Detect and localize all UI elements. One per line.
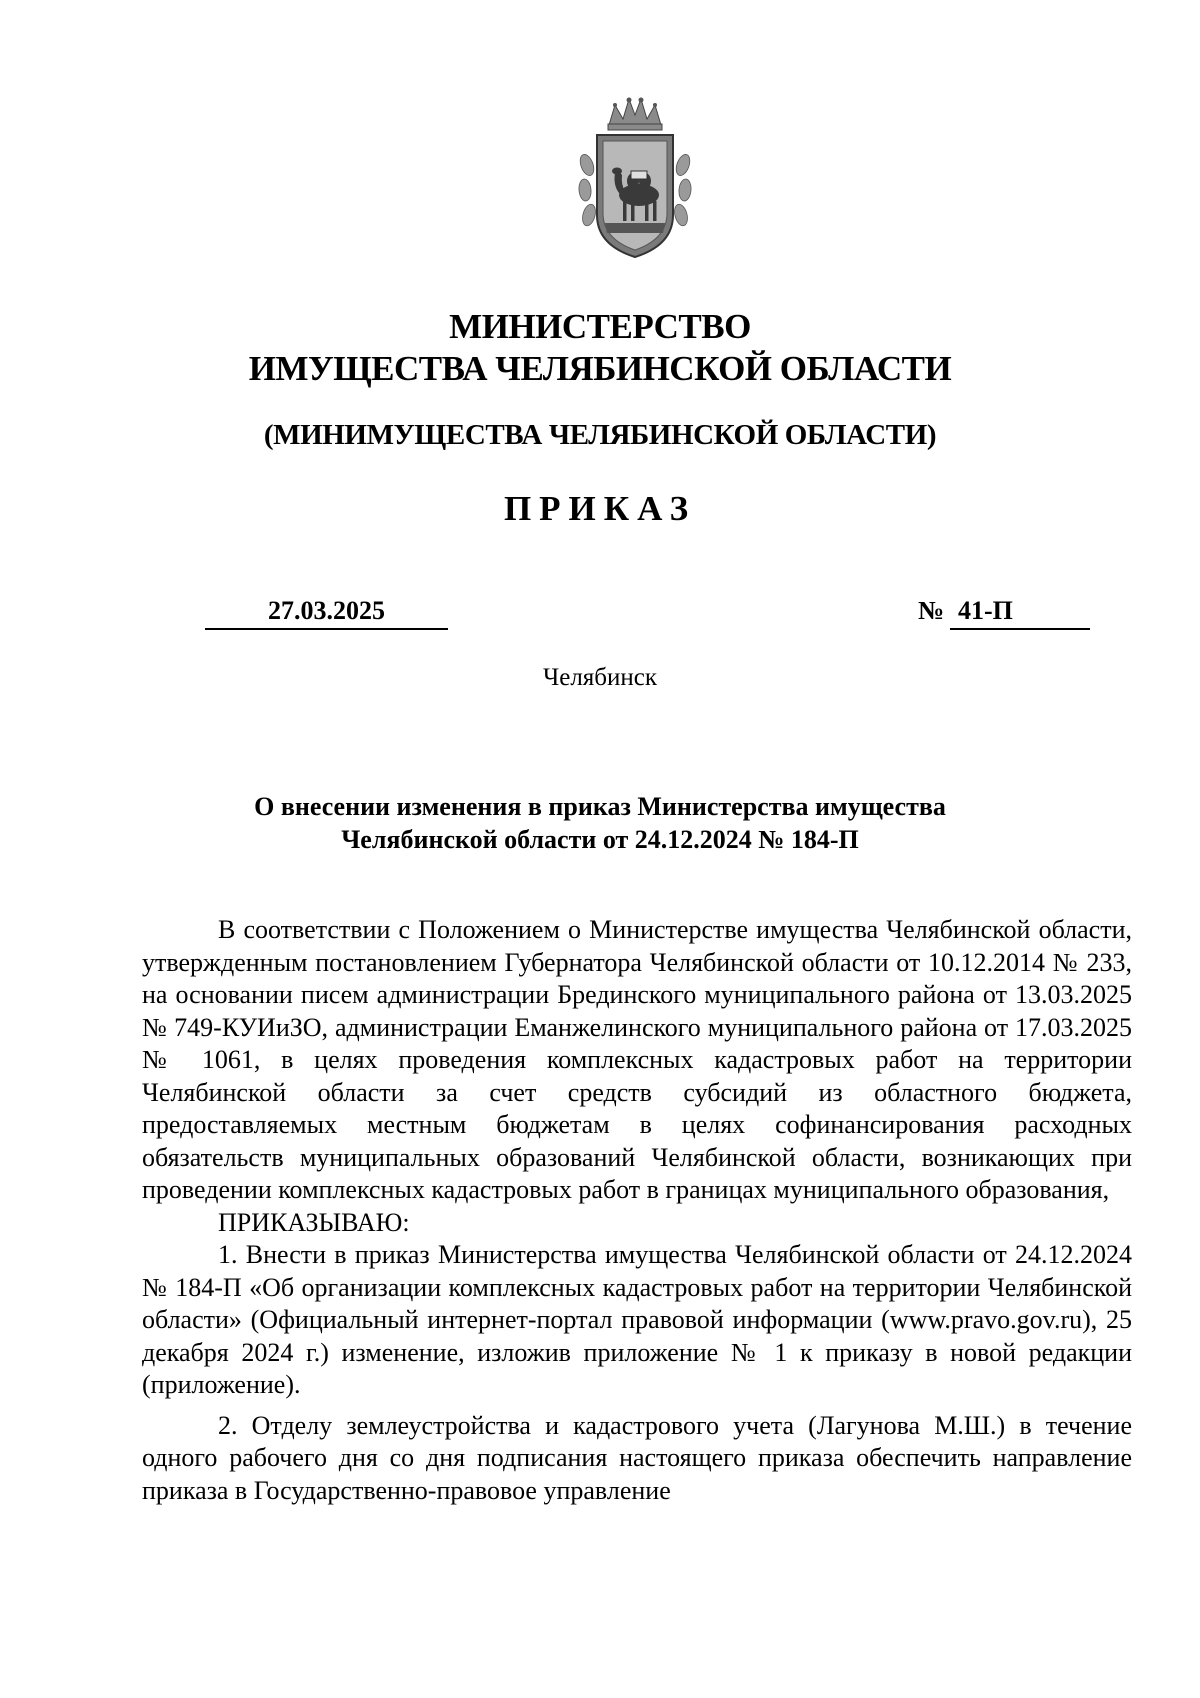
- order-item-1: 1. Внести в приказ Министерства имущества Челябинской области от 24.12.2024 № 184-П «Об организации комплексных кадастровых работ на территории Челябинской области» (Официальный интернет-портал правовой информации (www.pravo.gov.ru), 25 декабря 2024 г.) изменение, изложив приложение № 1 к приказу в новой редакции (приложение).: [142, 1240, 1132, 1399]
- preamble-paragraph: В соответствии с Положением о Министерстве имущества Челябинской области, утвержденным постановлением Губернатора Челябинской области от 10.12.2014 № 233, на основании писем администрации Брединского муниципального района от 13.03.2025 № 749-КУИиЗО, администрации Еманжелинского муниципального района от 17.03.2025 № 1061, в целях проведения комплексных кадастровых работ на территории Челябинской области за счет средств субсидий из областного бюджета, предоставляемых местным бюджетам в целях софинансирования расходных обязательств муниципальных образований Челябинской области, возникающих при проведении комплексных кадастровых работ в границах муниципального образования,: [142, 915, 1132, 1204]
- order-number: 41-П: [958, 596, 1013, 625]
- ministry-title-line1: МИНИСТЕРСТВО: [449, 307, 751, 346]
- order-subject-line2: Челябинской области от 24.12.2024 № 184-П: [341, 825, 859, 854]
- order-date: 27.03.2025: [205, 594, 448, 630]
- ministry-title-line2: ИМУЩЕСТВА ЧЕЛЯБИНСКОЙ ОБЛАСТИ: [248, 349, 952, 388]
- document-type-title: ПРИКАЗ: [503, 489, 697, 528]
- order-number-field: [950, 594, 1090, 630]
- order-item-2: 2. Отделу землеустройства и кадастрового учета (Лагунова М.Ш.) в течение одного рабочего дня со дня подписания настоящего приказа обеспечить направление приказа в Государственно-правовое управление: [142, 1410, 1132, 1505]
- city-name: Челябинск: [542, 664, 658, 691]
- order-subject-line1: О внесении изменения в приказ Министерства имущества: [254, 792, 946, 821]
- order-directive-word: ПРИКАЗЫВАЮ:: [218, 1207, 410, 1237]
- order-number-label: №: [918, 596, 945, 625]
- order-body: [142, 914, 1132, 1507]
- coat-of-arms-icon: [575, 95, 695, 265]
- ministry-short-name: (МИНИМУЩЕСТВА ЧЕЛЯБИНСКОЙ ОБЛАСТИ): [263, 419, 937, 451]
